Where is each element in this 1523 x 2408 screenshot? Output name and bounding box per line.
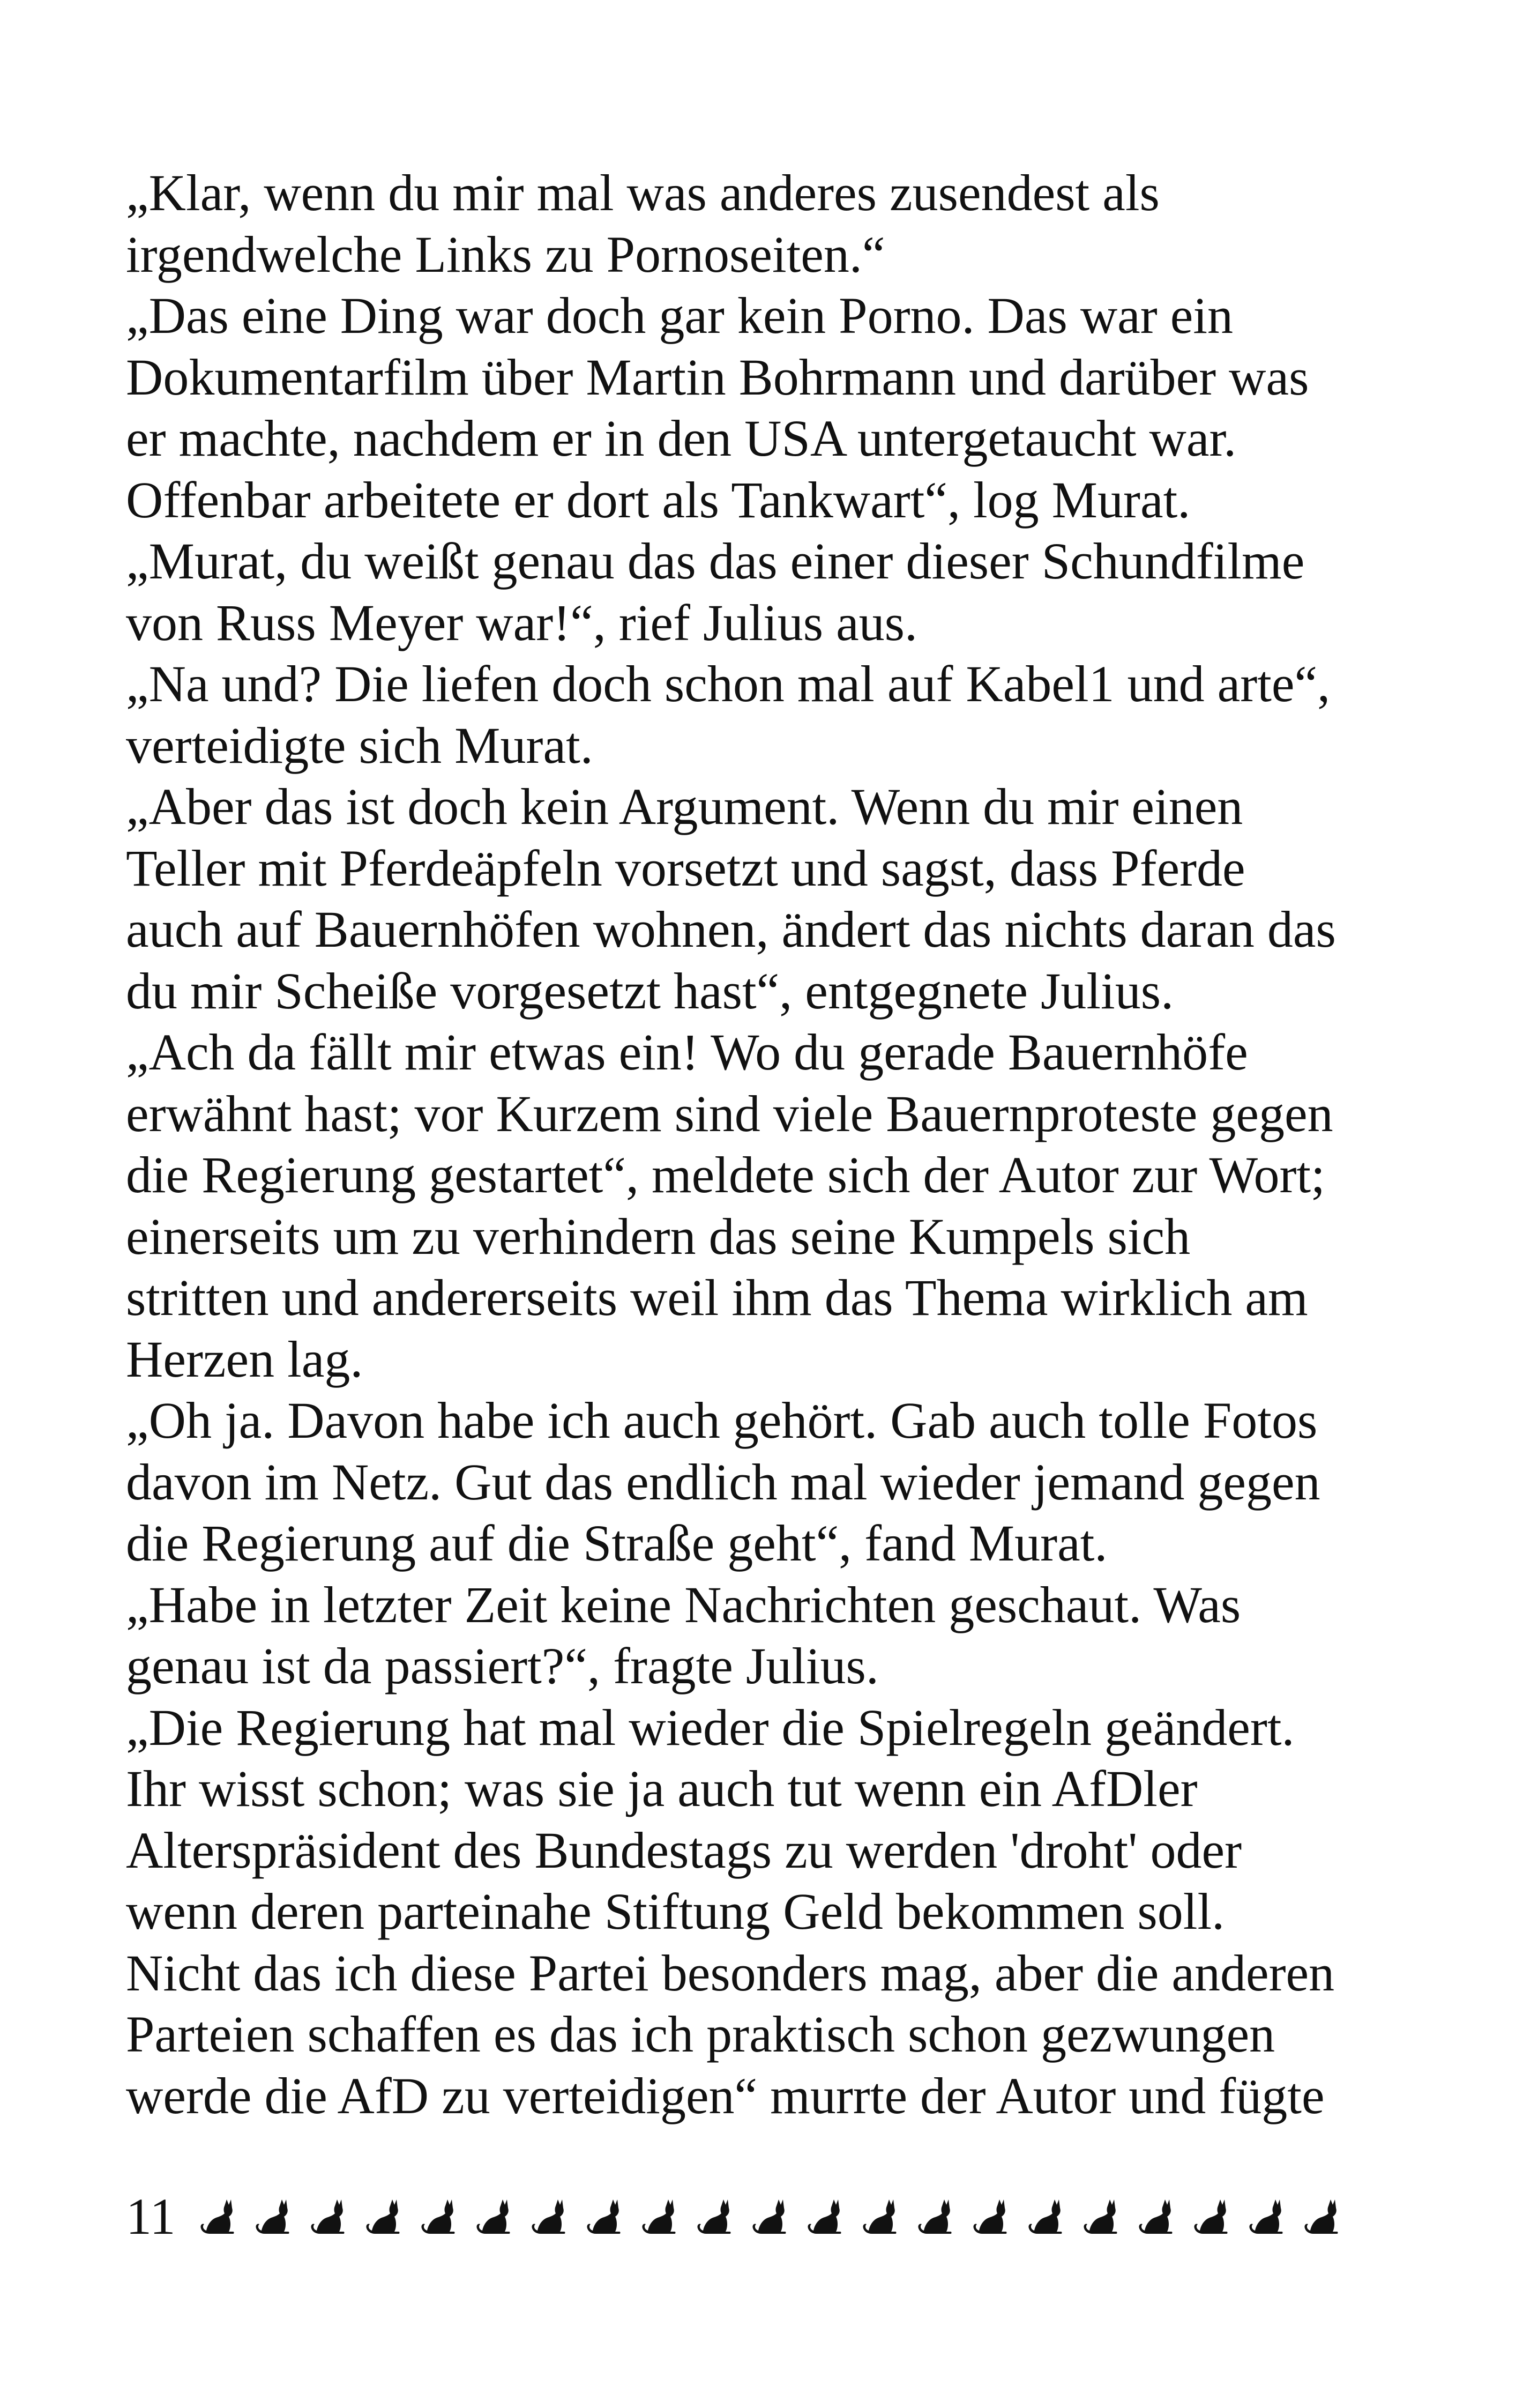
cat-silhouette-icon bbox=[1024, 2195, 1066, 2238]
cat-silhouette-icon bbox=[361, 2195, 404, 2238]
cat-silhouette-icon bbox=[196, 2195, 238, 2238]
text-line: davon im Netz. Gut das endlich mal wieder jemand gegen bbox=[126, 1453, 1320, 1511]
body-text bbox=[126, 162, 1423, 2127]
text-line: Herzen lag. bbox=[126, 1330, 363, 1388]
cat-silhouette-icon bbox=[472, 2195, 514, 2238]
text-line: „Aber das ist doch kein Argument. Wenn du mir einen bbox=[126, 778, 1243, 835]
text-line: Alterspräsident des Bundestags zu werden 'droht' oder bbox=[126, 1821, 1242, 1879]
cat-silhouette-icon bbox=[582, 2195, 625, 2238]
text-line: verteidigte sich Murat. bbox=[126, 716, 593, 774]
text-line: werde die AfD zu verteidigen“ murrte der Autor und fügte bbox=[126, 2067, 1325, 2124]
text-line: „Habe in letzter Zeit keine Nachrichten geschaut. Was bbox=[126, 1575, 1241, 1633]
text-line: von Russ Meyer war!“, rief Julius aus. bbox=[126, 593, 918, 651]
text-line: Ihr wisst schon; was sie ja auch tut wenn ein AfDler bbox=[126, 1760, 1198, 1817]
text-line: wenn deren parteinahe Stiftung Geld bekommen soll. bbox=[126, 1883, 1225, 1940]
text-line: „Das eine Ding war doch gar kein Porno. Das war ein bbox=[126, 287, 1234, 344]
text-line: er machte, nachdem er in den USA untergetaucht war. bbox=[126, 410, 1237, 467]
cat-silhouette-icon bbox=[637, 2195, 680, 2238]
cat-silhouette-icon bbox=[692, 2195, 735, 2238]
cat-silhouette-icon bbox=[1134, 2195, 1177, 2238]
text-line: „Klar, wenn du mir mal was anderes zusendest als bbox=[126, 164, 1160, 221]
text-line: Nicht das ich diese Partei besonders mag, aber die anderen bbox=[126, 1944, 1335, 2002]
cat-silhouette-icon bbox=[1189, 2195, 1232, 2238]
text-line: „Na und? Die liefen doch schon mal auf Kabel1 und arte“, bbox=[126, 655, 1331, 712]
text-line: einerseits um zu verhindern das seine Kumpels sich bbox=[126, 1207, 1191, 1265]
ornament-row bbox=[196, 2195, 1342, 2238]
text-line: genau ist da passiert?“, fragte Julius. bbox=[126, 1637, 879, 1694]
text-line: „Die Regierung hat mal wieder die Spielregeln geändert. bbox=[126, 1698, 1295, 1756]
text-line: erwähnt hast; vor Kurzem sind viele Bauernproteste gegen bbox=[126, 1084, 1333, 1142]
text-line: die Regierung auf die Straße geht“, fand Murat. bbox=[126, 1514, 1108, 1572]
cat-silhouette-icon bbox=[1244, 2195, 1287, 2238]
text-line: „Oh ja. Davon habe ich auch gehört. Gab auch tolle Fotos bbox=[126, 1392, 1318, 1449]
text-line: Dokumentarfilm über Martin Bohrmann und darüber was bbox=[126, 348, 1309, 406]
cat-silhouette-icon bbox=[251, 2195, 294, 2238]
page-footer bbox=[126, 2187, 1423, 2246]
text-line: Parteien schaffen es das ich praktisch schon gezwungen bbox=[126, 2005, 1275, 2063]
cat-silhouette-icon bbox=[913, 2195, 956, 2238]
cat-silhouette-icon bbox=[527, 2195, 570, 2238]
text-line: auch auf Bauernhöfen wohnen, ändert das nichts daran das bbox=[126, 901, 1336, 958]
cat-silhouette-icon bbox=[858, 2195, 901, 2238]
page-number: 11 bbox=[126, 2188, 176, 2245]
cat-silhouette-icon bbox=[1300, 2195, 1342, 2238]
cat-silhouette-icon bbox=[1079, 2195, 1122, 2238]
text-line: Offenbar arbeitete er dort als Tankwart“, log Murat. bbox=[126, 471, 1191, 529]
text-line: „Ach da fällt mir etwas ein! Wo du gerade Bauernhöfe bbox=[126, 1023, 1248, 1081]
cat-silhouette-icon bbox=[416, 2195, 459, 2238]
text-line: irgendwelche Links zu Pornoseiten.“ bbox=[126, 225, 885, 283]
cat-silhouette-icon bbox=[968, 2195, 1011, 2238]
text-line: du mir Scheiße vorgesetzt hast“, entgegnete Julius. bbox=[126, 962, 1174, 1020]
text-line: die Regierung gestartet“, meldete sich der Autor zur Wort; bbox=[126, 1146, 1325, 1203]
text-line: „Murat, du weißt genau das das einer dieser Schundfilme bbox=[126, 532, 1305, 590]
cat-silhouette-icon bbox=[306, 2195, 349, 2238]
cat-silhouette-icon bbox=[803, 2195, 846, 2238]
text-line: stritten und andererseits weil ihm das Thema wirklich am bbox=[126, 1269, 1308, 1326]
text-line: Teller mit Pferdeäpfeln vorsetzt und sagst, dass Pferde bbox=[126, 839, 1245, 897]
cat-silhouette-icon bbox=[748, 2195, 790, 2238]
